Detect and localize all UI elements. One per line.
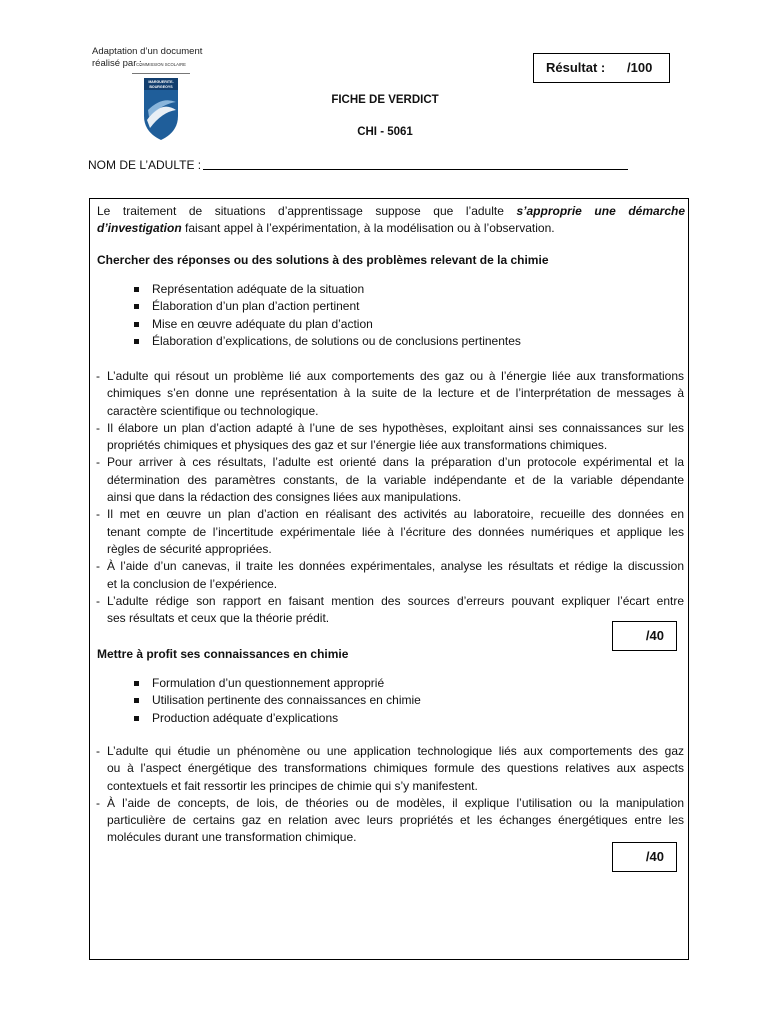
logo-caption: COMMISSION SCOLAIRE — [132, 60, 190, 74]
criterion-text: Représentation adéquate de la situation — [152, 282, 365, 296]
description-line: caractère scientifique ou technologique. — [107, 403, 319, 418]
section1-heading: Chercher des réponses ou des solutions à des problèmes relevant de la chimie — [97, 253, 549, 267]
description-line: ainsi que dans la rédaction des consignes liées aux manipulations. — [107, 490, 462, 505]
description-line: ou à l’aspect énergétique des transformations chimiques formule des questions relatives aux aspects — [107, 761, 684, 776]
description-line: Il élabore un plan d’action adapté à l’une de ses hypothèses, exploitant ainsi ses connaissances sur les — [107, 420, 684, 435]
logo-name: MARGUERITE-BOURGEOYS — [148, 80, 174, 89]
criterion-text: Production adéquate d’explications — [152, 710, 339, 725]
description-line: propriétés chimiques et physiques des gaz et sur l’énergie liée aux transformations chimiques. — [107, 438, 608, 453]
section2-descriptions — [96, 743, 684, 847]
intro-line-1 — [97, 203, 685, 220]
description-item: - À l’aide d’un canevas, il traite les données expérimentales, analyse les résultats et rédige la discussion et la conclusion de l’expérience. — [107, 558, 684, 593]
result-label: Résultat : — [546, 60, 606, 75]
description-item: - Il met en œuvre un plan d’action en réalisant des activités au laboratoire, recueille des données en tenant compte de l’incertitude expérimentale liée à l’écriture des données numériques et applique les règles de sécurité appropriées. — [107, 506, 684, 558]
bullet-square-icon — [134, 716, 139, 721]
bullet-square-icon — [134, 681, 139, 686]
document-title: FICHE DE VERDICT — [331, 94, 439, 106]
description-line: règles de sécurité appropriées. — [107, 541, 272, 556]
course-code: CHI - 5061 — [357, 126, 413, 138]
intro-emphasis: s’approprie une démarche — [516, 204, 686, 218]
intro-emphasis-2: d’investigation — [97, 221, 182, 235]
description-line: À l’aide de concepts, de lois, de théories ou de modèles, il explique l’utilisation ou la manipulation — [107, 795, 684, 810]
adaptation-line-2: réalisé par : — [92, 58, 142, 69]
description-line: À l’aide d’un canevas, il traite les données expérimentales, analyse les résultats et rédige la discussion — [107, 559, 684, 574]
criterion-item — [134, 298, 521, 315]
criterion-item — [134, 281, 521, 298]
description-line: L’adulte qui résout un problème lié aux comportements des gaz ou à l’énergie liée aux transformations — [107, 369, 684, 383]
description-line: détermination des paramètres constants, de la variable indépendante et de la variable dépendante — [107, 472, 684, 487]
section2-score: /40 — [645, 849, 664, 864]
intro-text-1: Le traitement de situations d’apprentissage suppose que l’adulte — [97, 204, 517, 218]
result-box — [533, 53, 670, 83]
bullet-square-icon — [134, 322, 139, 327]
description-line: et la conclusion de l’expérience. — [107, 576, 278, 591]
criterion-text: Mise en œuvre adéquate du plan d’action — [152, 316, 373, 331]
intro-text-2: faisant appel à l’expérimentation, à la modélisation ou à l’observation. — [181, 221, 555, 235]
description-line: molécules durant une transformation chimique. — [107, 830, 357, 845]
description-line: L’adulte rédige son rapport en faisant mention des sources d’erreurs pouvant expliquer l’écart entre — [107, 593, 684, 608]
description-line: ses résultats et ceux que la théorie prédit. — [107, 611, 330, 626]
bullet-square-icon — [134, 287, 139, 292]
criterion-item — [134, 316, 521, 333]
section2-score-box[interactable] — [612, 842, 677, 872]
section2-criteria — [134, 675, 421, 727]
bullet-square-icon — [134, 698, 139, 703]
section1-score: /40 — [645, 628, 664, 643]
description-item: - Pour arriver à ces résultats, l’adulte est orienté dans la préparation d’un protocole expérimental et la détermination des paramètres constants, de la variable indépendante et de la variable dépendante ainsi que dans la rédaction des consignes liées aux manipulations. — [107, 454, 684, 506]
section2-heading: Mettre à profit ses connaissances en chimie — [97, 647, 349, 661]
criterion-text: Utilisation pertinente des connaissances en chimie — [152, 693, 421, 708]
description-line: Il met en œuvre un plan d’action en réalisant des activités au laboratoire, recueille des données en — [107, 507, 684, 522]
section1-descriptions — [96, 368, 684, 627]
adult-name-field[interactable] — [88, 157, 628, 172]
description-line: particulière de certains gaz en relation avec leurs propriétés et les échanges énergétiques entre les — [107, 813, 684, 828]
description-item: - L’adulte qui résout un problème lié aux comportements des gaz ou à l’énergie liée aux transformations chimiques s’en donne une représentation à la suite de la lecture et de l’interprétation de messages à caractère scientifique ou technologique. — [107, 368, 684, 420]
criterion-item — [134, 675, 421, 692]
intro-line-2 — [97, 220, 685, 237]
bullet-square-icon — [134, 304, 139, 309]
description-line: chimiques s’en donne une représentation à la suite de la lecture et de l’interprétation de messages à — [107, 386, 684, 401]
description-item: - L’adulte qui étudie un phénomène ou une application technologique liés aux comportements des gaz ou à l’aspect énergétique des transformations chimiques formule des questions relatives aux aspects contextuels et fait ressortir les principes de chimie qui s’y manifestent. — [107, 743, 684, 795]
section1-criteria — [134, 281, 521, 350]
criterion-item — [134, 333, 521, 350]
adult-name-label: NOM DE L’ADULTE : — [88, 158, 202, 172]
criterion-text: Élaboration d’explications, de solutions ou de conclusions pertinentes — [152, 333, 521, 348]
criterion-item — [134, 710, 421, 727]
criterion-text: Élaboration d’un plan d’action pertinent — [152, 299, 360, 314]
description-line: Pour arriver à ces résultats, l’adulte est orienté dans la préparation d’un protocole expérimental et la — [107, 455, 684, 470]
description-item: - Il élabore un plan d’action adapté à l’une de ses hypothèses, exploitant ainsi ses connaissances sur les propriétés chimiques et physiques des gaz et sur l’énergie liée aux transformations chimiques. — [107, 420, 684, 455]
description-line: tenant compte de l’incertitude expérimentale liée à l’écriture des données numériques et applique les — [107, 524, 684, 539]
section1-score-box[interactable] — [612, 621, 677, 651]
criterion-item — [134, 692, 421, 709]
bullet-square-icon — [134, 339, 139, 344]
description-line: contextuels et fait ressortir les principes de chimie qui s’y manifestent. — [107, 778, 478, 793]
description-item: - À l’aide de concepts, de lois, de théories ou de modèles, il explique l’utilisation ou la manipulation particulière de certains gaz en relation avec leurs propriétés et les échanges énergétiques entre les molécules durant une transformation chimique. — [107, 795, 684, 847]
criterion-text: Formulation d’un questionnement approprié — [152, 676, 385, 690]
description-line: L’adulte qui étudie un phénomène ou une application technologique liés aux comportements des gaz — [107, 744, 684, 758]
adaptation-line-1: Adaptation d’un document — [92, 46, 203, 57]
result-score: /100 — [627, 60, 653, 75]
description-item: - L’adulte rédige son rapport en faisant mention des sources d’erreurs pouvant expliquer l’écart entre ses résultats et ceux que la théorie prédit. — [107, 593, 684, 628]
adult-name-line[interactable] — [203, 157, 628, 170]
